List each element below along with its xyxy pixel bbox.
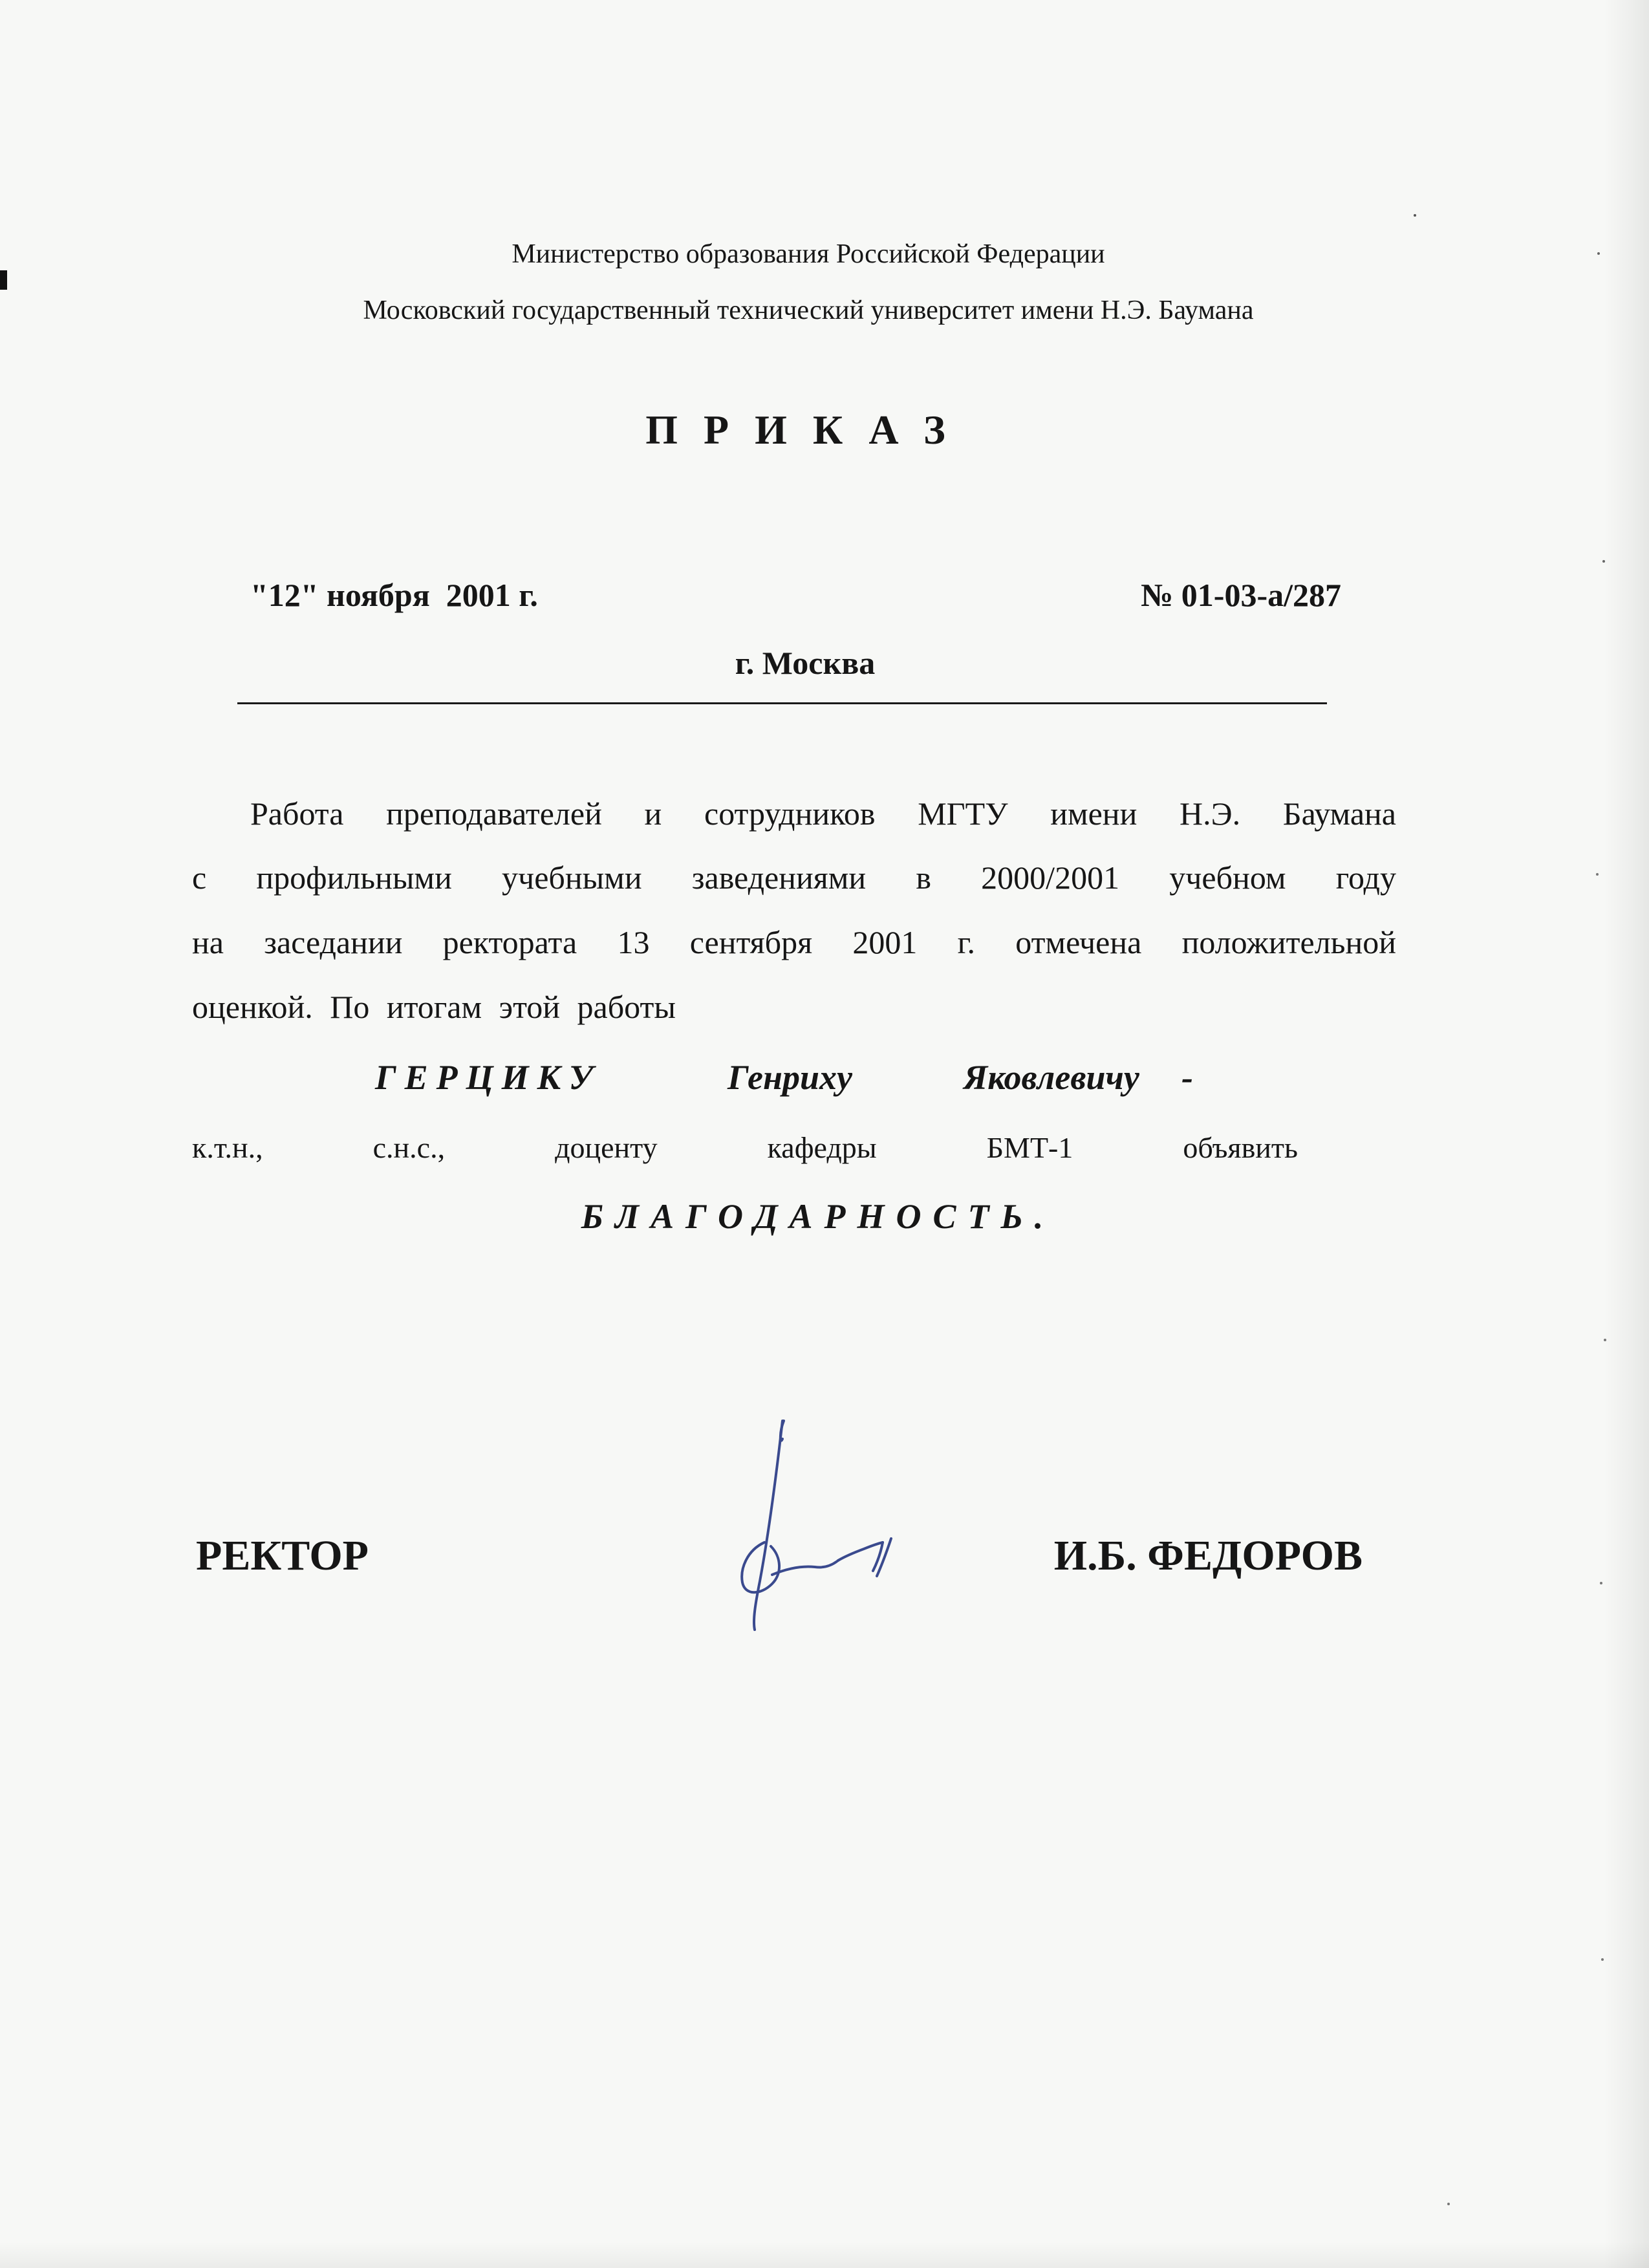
recipient-first-name: Генриху [727, 1058, 852, 1097]
order-date: "12" ноября 2001 г. [250, 577, 538, 613]
signature-icon [685, 1407, 944, 1665]
ministry-heading: Министерство образования Российской Федерации [512, 239, 1105, 269]
university-heading: Московский государственный технический университет имени Н.Э. Баумана [363, 296, 1254, 325]
body-text-line: на заседании ректората 13 сентября 2001 г. отмечена положительной [192, 924, 1396, 960]
signatory-position: РЕКТОР [196, 1532, 369, 1579]
order-city: г. Москва [735, 645, 876, 681]
body-text-line: Работа преподавателей и сотрудников МГТУ имени Н.Э. Баумана [250, 795, 1396, 832]
header-divider [237, 702, 1327, 704]
document-title: ПРИКАЗ [645, 407, 971, 453]
order-number: № 01-03-а/287 [1141, 577, 1341, 613]
award-text: БЛАГОДАРНОСТЬ. [581, 1197, 1055, 1236]
recipient-dash: - [1181, 1058, 1193, 1097]
body-text-line: с профильными учебными заведениями в 2000/2001 учебном году [192, 859, 1396, 896]
recipient-patronymic: Яковлевичу [964, 1058, 1139, 1097]
signatory-name: И.Б. ФЕДОРОВ [1053, 1532, 1363, 1579]
recipient-surname: ГЕРЦИКУ [375, 1058, 602, 1097]
body-text-line: оценкой. По итогам этой работы [192, 989, 676, 1025]
recipient-role: к.т.н., с.н.с., доценту кафедры БМТ-1 объявить [192, 1131, 1298, 1164]
